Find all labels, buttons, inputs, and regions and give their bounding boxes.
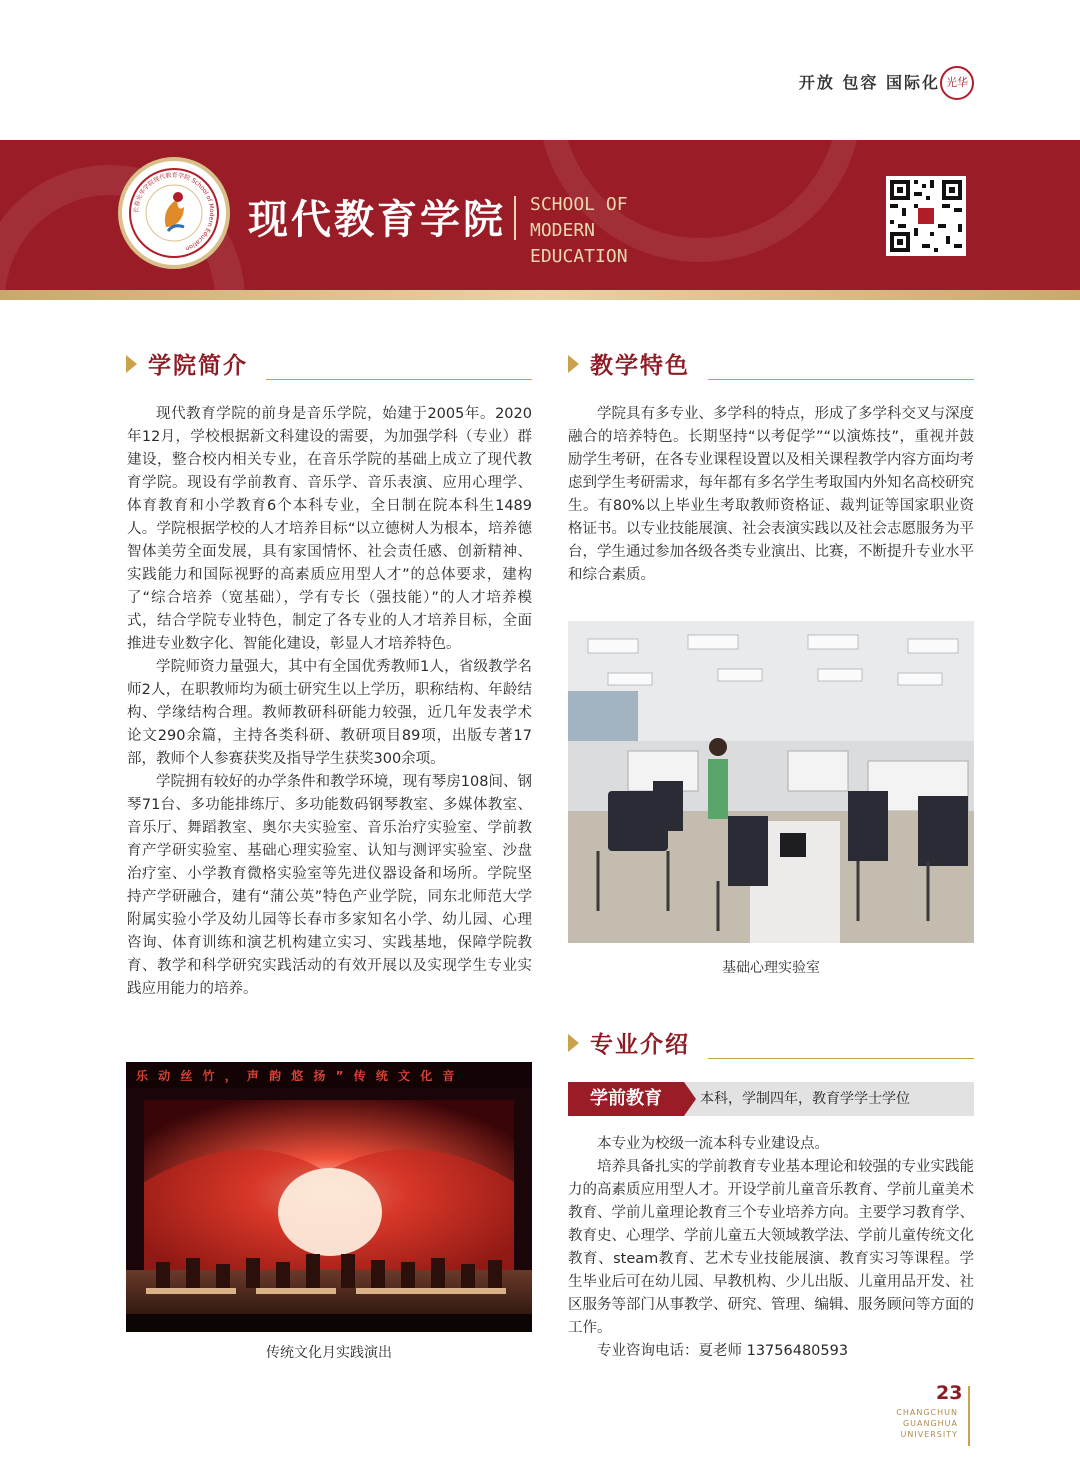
- section-arrow-icon: [568, 355, 579, 373]
- lab-caption: 基础心理实验室: [722, 960, 820, 976]
- section-underline: [266, 379, 532, 380]
- footer-uni-line2: GUANGHUA UNIVERSITY: [900, 1419, 958, 1439]
- section-teaching-title: 教学特色: [590, 353, 690, 379]
- section-underline: [708, 379, 974, 380]
- logo-emblem-icon: [122, 161, 226, 265]
- performance-screen-text: 乐 动 丝 竹 ， 声 韵 悠 扬 ” 传 统 文 化 音: [136, 1069, 458, 1083]
- intro-paragraph: 学院拥有较好的办学条件和教学环境，现有琴房108间、钢琴71台、多功能排练厅、多功能数码钢琴教室、多媒体教室、音乐厅、舞蹈教室、奥尔夫实验室、音乐治疗实验室、学前教育产学研实验室、基础心理实验室、认知与测评实验室、沙盘治疗室、小学教育微格实验室等先进仪器设备和场所。学院坚持产学研融合，建有“蒲公英”特色产业学院，同东北师范大学附属实验小学及幼儿园等长春市多家知名小学、幼儿园、心理咨询、体育训练和演艺机构建立实习、实践基地，保障学院教育、教学和科学研究实践活动的有效开展以及实现学生专业实践应用能力的培养。: [127, 774, 532, 997]
- qr-code[interactable]: [886, 176, 966, 256]
- teaching-body: [568, 403, 974, 587]
- logo-ring-text: 长春光华学院现代教育学院 School of Modern Education: [132, 171, 216, 252]
- major-bar: [568, 1082, 974, 1116]
- intro-paragraph: 学院师资力量强大，其中有全国优秀教师1人，省级教学名师2人，在职教师均为硕士研究生以上学历，职称结构、年龄结构、学缘结构合理。教师教研科研能力较强，近几年发表学术论文290余篇，主持各类科研、教研项目89项，出版专著17部，教师个人参赛获奖及指导学生获奖300余项。: [127, 659, 532, 767]
- lab-photo: [568, 621, 974, 943]
- school-logo: [118, 157, 230, 269]
- major-paragraph: 培养具备扎实的学前教育专业基本理论和较强的专业实践能力的高素质应用型人才。开设学前儿童音乐教育、学前儿童美术教育、学前儿童理论教育三个专业培养方向。主要学习教育学、教育史、心理学、学前儿童五大领域教学法、学前儿童传统文化教育、steam教育、艺术专业技能展演、教育实习等课程。学生毕业后可在幼儿园、早教机构、少儿出版、儿童用品开发、社区服务等部门从事教学、研究、管理、编辑、服务顾问等方面的工作。: [568, 1159, 974, 1336]
- footer-university: [862, 1407, 958, 1440]
- school-name-en: [530, 192, 700, 270]
- section-majors-title: 专业介绍: [590, 1032, 690, 1058]
- performance-caption: 传统文化月实践演出: [266, 1345, 392, 1361]
- teaching-paragraph: 学院具有多专业、多学科的特点，形成了多学科交叉与深度融合的培养特色。长期坚持“以考促学”“以演炼技”，重视并鼓励学生考研，在各专业课程设置以及相关课程教学内容方面均考虑到学生考研需求，每年都有多名学生考取国内外知名高校研究生。有80%以上毕业生考取教师资格证、裁判证等国家职业资格证书。以专业技能展演、社会表演实践以及社会志愿服务为平台，学生通过参加各级各类专业演出、比赛，不断提升专业水平和综合素质。: [568, 406, 974, 583]
- banner-gold-stripe: [0, 290, 1080, 300]
- footer-uni-line1: CHANGCHUN: [896, 1408, 958, 1417]
- performance-scene-image: [126, 1062, 532, 1332]
- section-arrow-icon: [126, 355, 137, 373]
- major-name: 学前教育: [568, 1082, 684, 1116]
- section-intro-header: [126, 345, 532, 385]
- school-name-cn: 现代教育学院: [248, 197, 506, 243]
- major-paragraph: 本专业为校级一流本科专业建设点。: [597, 1136, 829, 1152]
- qr-code-icon: [886, 176, 966, 256]
- seal-icon: 光华: [940, 66, 974, 100]
- performance-photo: [126, 1062, 532, 1332]
- header-tagline: 开放 包容 国际化: [798, 73, 940, 92]
- major-body: [568, 1133, 974, 1363]
- section-majors-header: [568, 1024, 974, 1064]
- school-name-en-line2: EDUCATION: [530, 246, 628, 267]
- footer-divider: [968, 1386, 970, 1446]
- major-contact: 专业咨询电话：夏老师 13756480593: [597, 1343, 849, 1359]
- section-underline: [708, 1058, 974, 1059]
- section-intro-title: 学院简介: [148, 353, 248, 379]
- page-number: 23: [936, 1382, 963, 1404]
- intro-paragraph: 现代教育学院的前身是音乐学院，始建于2005年。2020年12月，学校根据新文科建设的需要，为加强学科（专业）群建设，整合校内相关专业，在音乐学院的基础上成立了现代教育学院。现设有学前教育、音乐学、音乐表演、应用心理学、体育教育和小学教育6个本科专业，全日制在院本科生1489人。学院根据学校的人才培养目标“以立德树人为根本，培养德智体美劳全面发展，具有家国情怀、社会责任感、创新精神、实践能力和国际视野的高素质应用型人才”的总体要求，建构了“综合培养（宽基础），学有专长（强技能）”的人才培养模式，结合学院专业特色，制定了各专业的人才培养目标，全面推进专业数字化、智能化建设，彰显人才培养特色。: [127, 406, 532, 652]
- banner-divider: [514, 196, 516, 240]
- intro-body: [127, 403, 532, 1001]
- major-desc: 本科，学制四年，教育学学士学位: [700, 1091, 910, 1107]
- lab-scene-image: [568, 621, 974, 943]
- school-name-en-line1: SCHOOL OF MODERN: [530, 194, 628, 241]
- section-arrow-icon: [568, 1034, 579, 1052]
- section-teaching-header: [568, 345, 974, 385]
